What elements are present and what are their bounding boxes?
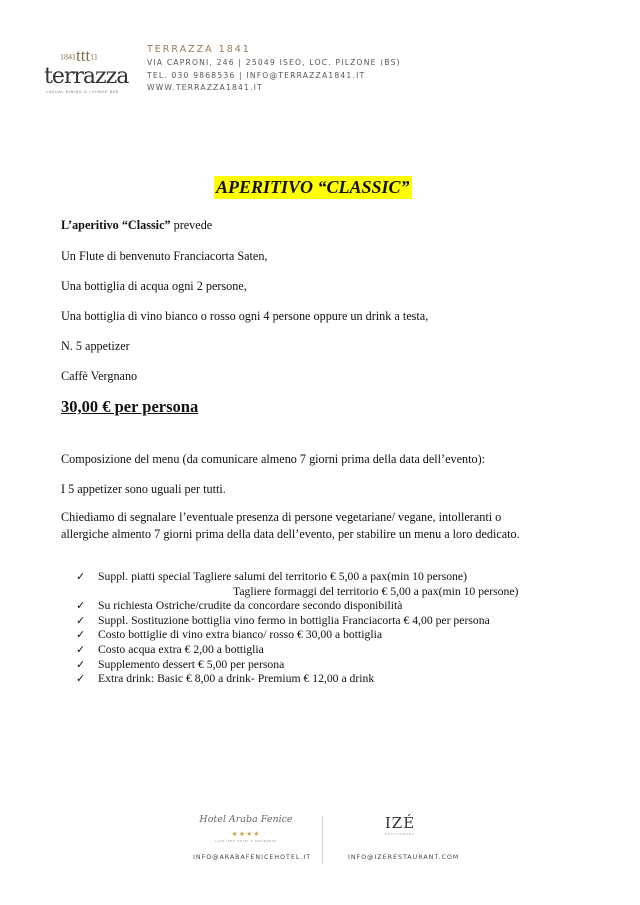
hotel-logo [190, 814, 302, 843]
intro-line [61, 218, 212, 233]
header-info [147, 44, 401, 95]
allergy-line-1: Chiediamo di segnalare l’eventuale presenza di persone vegetariane/ vegane, intolleranti o [61, 510, 502, 524]
list-item: ✓ Costo bottiglie di vino extra bianco/ rosso € 30,00 a bottiglia [76, 628, 383, 642]
list-item: ✓ Suppl. Sostituzione bottiglia vino fermo in bottiglia Franciacorta € 4,00 per persona [76, 613, 490, 627]
menu-note: Composizione del menu (da comunicare almeno 7 giorni prima della data dell’evento): [61, 452, 486, 466]
list-item: ✓ Suppl. piatti special Tagliere salumi del territorio € 5,00 a pax(min 10 persone) [76, 570, 467, 583]
check-icon: ✓ [76, 570, 86, 583]
list-item: ✓ Supplemento dessert € 5,00 per persona [76, 657, 285, 671]
allergy-line-2: allergiche almento 7 giorni prima della data dell’evento, per stabilire un menu a loro dedicato. [61, 527, 520, 541]
appetizer-note: I 5 appetizer sono uguali per tutti. [61, 482, 226, 496]
hotel-brand: Hotel Araba Fenice [199, 814, 293, 825]
page-title: APERITIVO “CLASSIC” [216, 177, 410, 197]
supplements-list [76, 570, 518, 687]
price: 30,00 € per persona [61, 397, 199, 416]
check-icon: ✓ [76, 599, 86, 613]
logo-word: terrazza [44, 64, 129, 89]
list-item: Tagliere formaggi del territorio € 5,00 a pax(min 10 persone) [233, 584, 519, 598]
hotel-email[interactable]: INFO@ARABAFENICEHOTEL.IT [193, 854, 312, 861]
check-icon: ✓ [76, 657, 86, 671]
check-icon: ✓ [76, 628, 86, 642]
included-item: Caffè Vergnano [61, 369, 138, 383]
hotel-stars: ★★★★ [231, 830, 261, 838]
restaurant-address: VIA CAPRONI, 246 | 25049 ISEO, LOC. PILZONE (BS) [147, 58, 401, 67]
check-icon: ✓ [76, 613, 86, 627]
ize-subtitle: RESTAURANT [385, 832, 415, 836]
list-item: ✓ Su richiesta Ostriche/crudite da concordare secondo disponibilità [76, 599, 403, 613]
hotel-subtitle: LAKE ISEO HOTEL & RESIDENCE [215, 839, 277, 843]
list-item: ✓ Extra drink: Basic € 8,00 a drink- Premium € 12,00 a drink [76, 672, 375, 686]
terrazza-logo [40, 46, 128, 96]
check-icon: ✓ [76, 672, 86, 686]
included-item: Una bottiglia di vino bianco o rosso ogni 4 persone oppure un drink a testa, [61, 309, 429, 323]
restaurant-name: TERRAZZA 1841 [147, 44, 251, 55]
included-item: Una bottiglia di acqua ogni 2 persone, [61, 279, 247, 293]
included-item: N. 5 appetizer [61, 339, 130, 353]
restaurant-contacts: TEL. 030 9868536 | INFO@TERRAZZA1841.IT [147, 70, 366, 80]
check-icon: ✓ [76, 642, 86, 656]
logo-tagline: CASUAL DINING & LOUNGE BAR [46, 90, 119, 94]
ize-email[interactable]: INFO@IZERESTAURANT.COM [348, 854, 460, 861]
included-item: Un Flute di benvenuto Franciacorta Saten, [61, 249, 268, 263]
logo-mark: 1841ttt11 [60, 46, 98, 65]
restaurant-website: WWW.TERRAZZA1841.IT [147, 83, 263, 92]
footer [0, 814, 640, 874]
ize-brand: IZÉ [384, 814, 416, 832]
intro-rest: prevede [170, 218, 213, 232]
footer-divider [322, 816, 323, 864]
list-item: ✓ Costo acqua extra € 2,00 a bottiglia [76, 642, 264, 656]
allergy-note [61, 509, 520, 543]
ize-logo [350, 814, 450, 836]
intro-bold: L’aperitivo “Classic” [61, 218, 171, 232]
